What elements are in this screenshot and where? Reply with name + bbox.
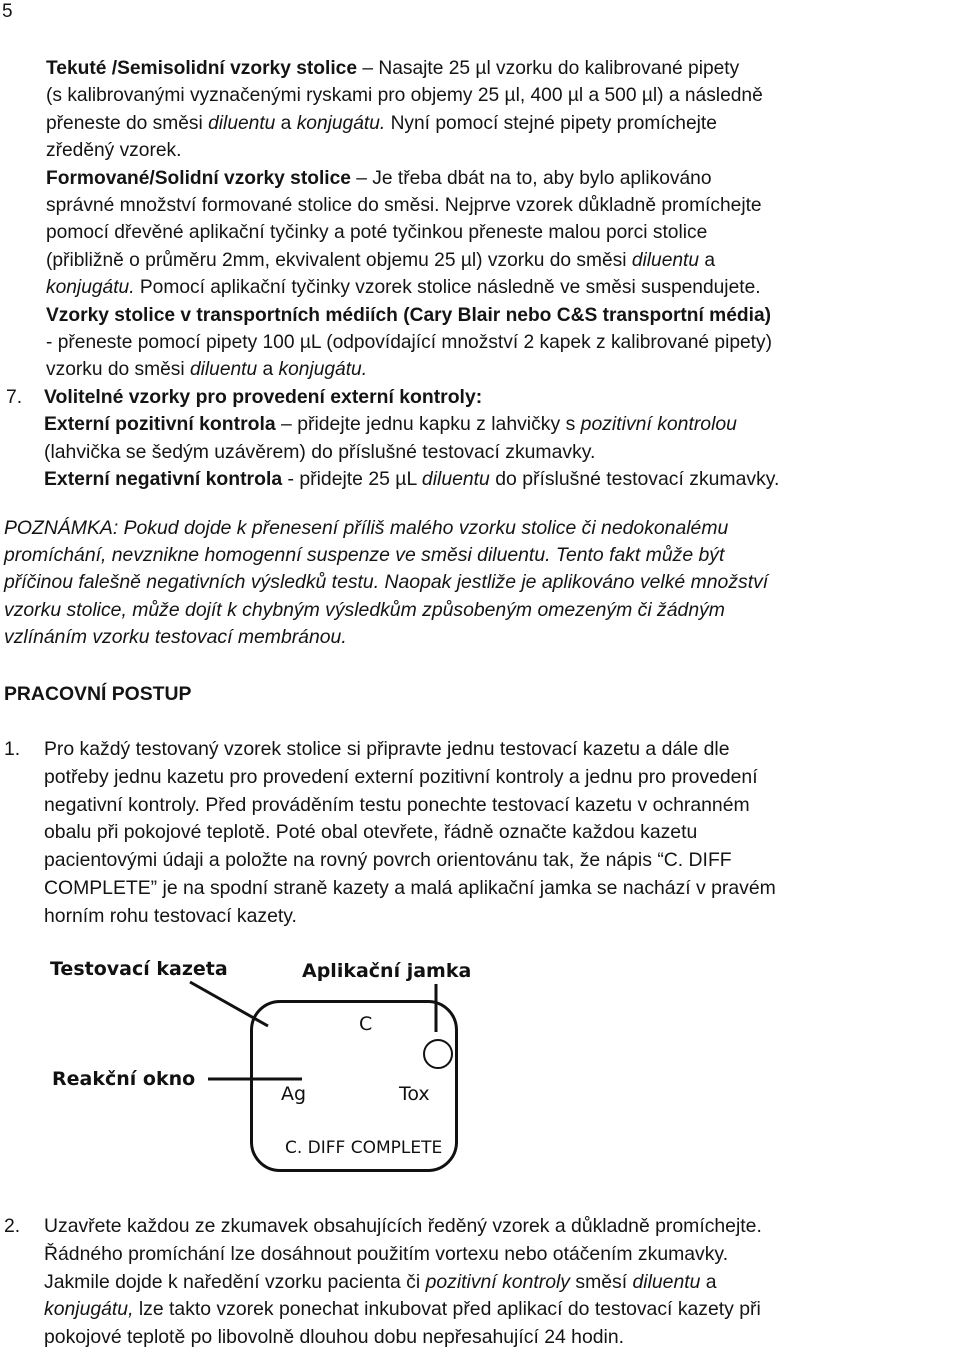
- text-run: Formované/Solidní vzorky stolice: [46, 167, 357, 189]
- text-run: do příslušné testovací zkumavky.: [489, 468, 780, 491]
- text-run: (lahvička se šedým uzávěrem) do příslušné testovací zkumavky.: [44, 440, 596, 463]
- step-2-line: [44, 1323, 624, 1351]
- text-run: konjugátu.: [46, 277, 135, 299]
- section-6-line: [46, 110, 717, 137]
- section-6-line: [46, 192, 762, 219]
- text-run: pozitivní kontroly: [425, 1270, 570, 1293]
- note-line: promíchání, nevznikne homogenní suspenze ve směsi diluentu. Tento fakt může být: [4, 544, 725, 567]
- step-1-line: Pro každý testovaný vzorek stolice si připravte jednu testovací kazetu a dále dle: [44, 738, 730, 760]
- section-7-line: [44, 439, 595, 466]
- section-7-line: [44, 384, 482, 411]
- text-run: Externí negativní kontrola: [44, 468, 283, 491]
- text-run: přeneste do směsi: [46, 112, 209, 134]
- text-run: Externí pozitivní kontrola: [44, 413, 276, 436]
- step-2-line: [44, 1268, 717, 1296]
- section-6-line: [46, 356, 367, 383]
- text-run: vzorku do směsi: [46, 359, 190, 381]
- text-run: - přidejte 25 µL: [282, 468, 422, 491]
- text-run: Jakmile dojde k naředění vzorku pacienta či: [44, 1270, 426, 1293]
- text-run: pozitivní kontrolou: [580, 413, 737, 436]
- section-6-line: [46, 82, 763, 109]
- text-run: Volitelné vzorky pro provedení externí kontroly:: [44, 386, 483, 408]
- text-run: a: [275, 112, 297, 134]
- text-run: Uzavřete každou ze zkumavek obsahujících ředěný vzorek a důkladně promíchejte.: [44, 1215, 762, 1237]
- note-paragraph: [4, 515, 954, 655]
- cassette-name-label: C. DIFF COMPLETE: [285, 1138, 443, 1158]
- step-2-line: [44, 1295, 761, 1323]
- text-run: pomocí dřevěné aplikační tyčinky a poté tyčinkou přeneste malou porci stolice: [46, 222, 708, 244]
- step-1-line: pacientovými údaji a položte na rovný povrch orientovánu tak, že nápis “C. DIFF: [44, 849, 732, 872]
- text-run: (s kalibrovanými vyznačenými ryskami pro objemy 25 µl, 400 µl a 500 µl) a následně: [46, 85, 763, 107]
- text-run: pokojové teplotě po libovolně dlouhou dobu nepřesahující 24 hodin.: [44, 1326, 625, 1349]
- label-reakcni-okno: Reakční okno: [52, 1068, 196, 1090]
- text-run: zředěný vzorek.: [46, 140, 182, 162]
- section-6-line: [46, 247, 715, 274]
- page-number: 5: [2, 1, 13, 22]
- text-run: diluentu: [208, 112, 276, 134]
- cassette-figure: [40, 948, 500, 1180]
- step-1-line: negativní kontroly. Před prováděním testu ponechte testovací kazetu v ochranném: [44, 793, 750, 816]
- text-run: a: [700, 1270, 717, 1293]
- antigen-line-label: Ag: [281, 1083, 307, 1105]
- text-run: Nyní pomocí stejné pipety promíchejte: [385, 112, 717, 134]
- section-6-sample-types: [46, 55, 946, 385]
- text-run: konjugátu.: [296, 112, 386, 134]
- procedure-heading: PRACOVNÍ POSTUP: [4, 683, 192, 705]
- toxin-line-label: Tox: [399, 1083, 430, 1105]
- note-line: vzorku stolice, může dojít k chybným výsledkům způsobeným omezeným či žádným: [4, 598, 725, 621]
- section-6-line: [46, 55, 739, 82]
- text-run: diluentu: [421, 468, 490, 491]
- step-2-line: [44, 1212, 762, 1240]
- text-run: lze takto vzorek ponechat inkubovat před aplikací do testovací kazety při: [133, 1298, 761, 1321]
- control-line-label: C: [359, 1013, 373, 1035]
- text-run: (přibližně o průměru 2mm, ekvivalent objemu 25 µl) vzorku do směsi: [46, 249, 632, 271]
- note-line: vzlínáním vzorku testovací membránou.: [4, 625, 347, 648]
- section-7-line: [44, 411, 737, 438]
- section-6-line: [46, 165, 712, 192]
- step-1-line: COMPLETE” je na spodní straně kazety a malá aplikační jamka se nachází v pravém: [44, 877, 776, 899]
- text-run: – Je třeba dbát na to, aby bylo aplikováno: [356, 167, 712, 189]
- section-6-line: [46, 274, 761, 301]
- section-6-line: [46, 219, 707, 246]
- text-run: konjugátu.: [278, 359, 368, 381]
- text-run: diluentu: [189, 359, 258, 381]
- text-run: - přeneste pomocí pipety 100 µL (odpovídající množství 2 kapek z kalibrované pipety): [46, 332, 772, 353]
- text-run: – přidejte jednu kapku z lahvičky s: [275, 413, 581, 436]
- test-cassette: [250, 1000, 458, 1172]
- text-run: směsí: [569, 1270, 633, 1293]
- text-run: Tekuté /Semisolidní vzorky stolice: [46, 58, 363, 79]
- text-run: Pomocí aplikační tyčinky vzorek stolice následně ve směsi suspendujete.: [134, 277, 761, 299]
- sample-well: [423, 1039, 453, 1069]
- step-2-line: [44, 1240, 728, 1268]
- text-run: a: [699, 249, 716, 271]
- text-run: správné množství formované stolice do směsi. Nejprve vzorek důkladně promíchejte: [46, 195, 762, 216]
- text-run: konjugátu,: [44, 1298, 134, 1321]
- step-1-text: [44, 735, 956, 935]
- text-run: diluentu: [632, 1270, 701, 1293]
- section-7-line: [44, 466, 779, 493]
- step-1-line: horním rohu testovací kazety.: [44, 904, 297, 927]
- text-run: – Nasajte 25 µl vzorku do kalibrované pipety: [362, 58, 740, 79]
- step-1-line: potřeby jednu kazetu pro provedení externí pozitivní kontroly a jednu pro provedení: [44, 765, 758, 788]
- note-line: POZNÁMKA: Pokud dojde k přenesení příliš malého vzorku stolice či nedokonalému: [4, 517, 729, 539]
- step-1-line: obalu při pokojové teplotě. Poté obal otevřete, řádně označte každou kazetu: [44, 821, 698, 844]
- step-1-number: 1.: [4, 738, 21, 760]
- text-run: Vzorky stolice v transportních médiích (Cary Blair nebo C&S transportní média): [46, 304, 772, 326]
- step-2-number: 2.: [4, 1215, 21, 1237]
- text-run: a: [257, 359, 279, 381]
- label-aplikacni-jamka: Aplikační jamka: [302, 960, 472, 982]
- section-6-line: [46, 137, 181, 164]
- text-run: diluentu: [631, 249, 700, 271]
- section-6-line: [46, 302, 771, 329]
- label-testovaci-kazeta: Testovací kazeta: [50, 958, 228, 980]
- note-line: příčinou falešně negativních výsledků testu. Naopak jestliže je aplikováno velké množství: [4, 571, 769, 594]
- text-run: Řádného promíchání lze dosáhnout použitím vortexu nebo otáčením zkumavky.: [44, 1242, 729, 1265]
- section-7-number: 7.: [6, 386, 23, 408]
- section-7-optional-controls: [44, 384, 956, 504]
- section-6-line: [46, 329, 772, 356]
- step-2-text: [44, 1212, 956, 1352]
